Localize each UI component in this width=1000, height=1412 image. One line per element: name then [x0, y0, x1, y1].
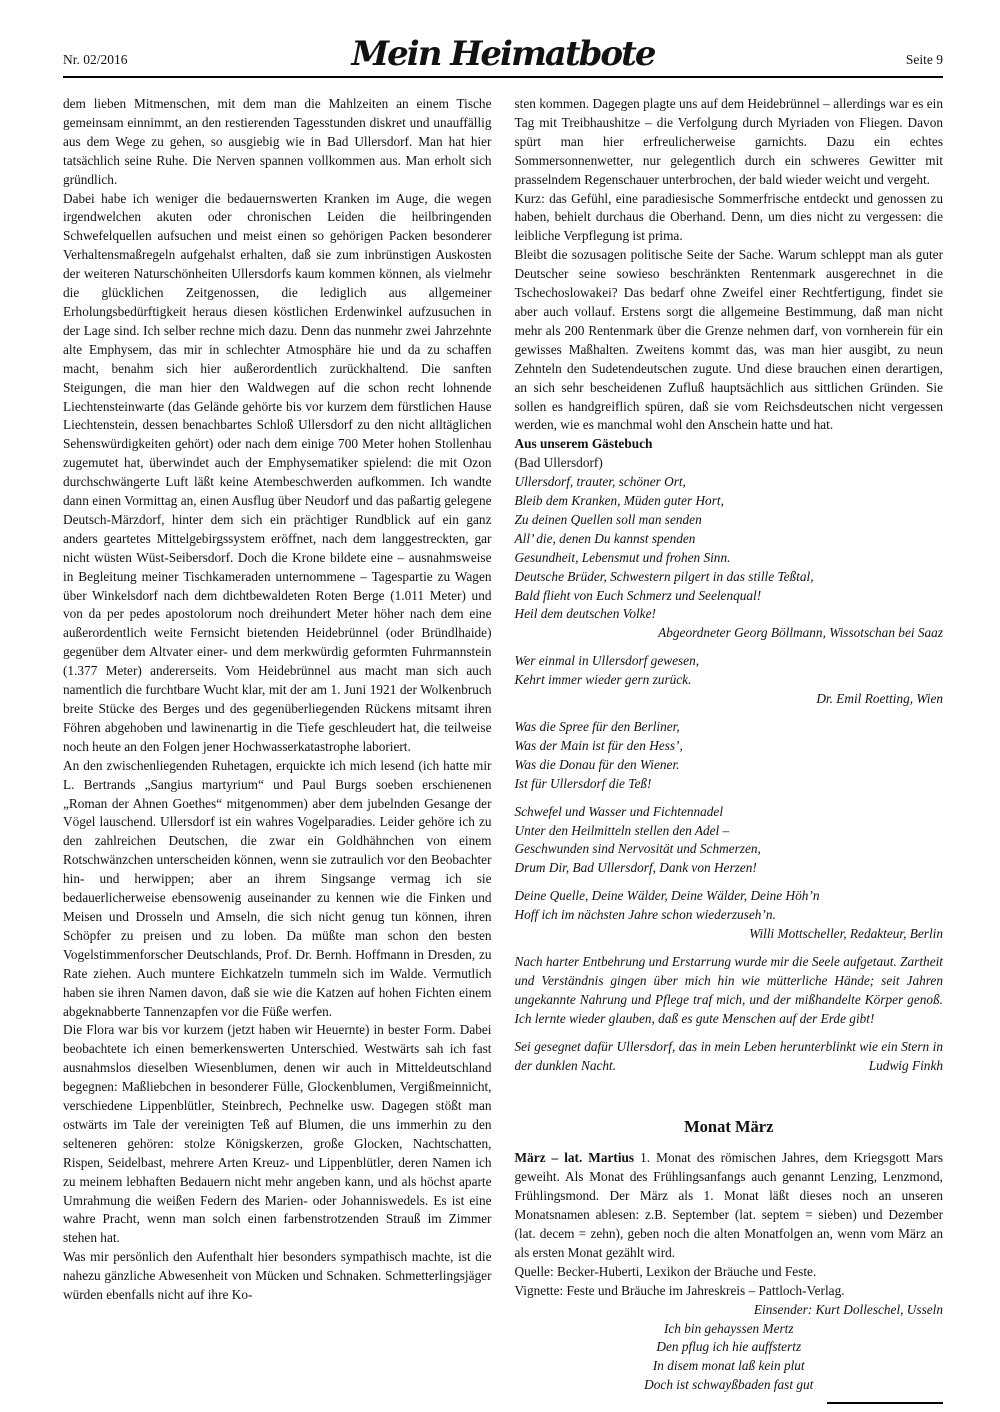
attribution: Dr. Emil Roetting, Wien	[816, 691, 943, 707]
page-number: Seite 9	[905, 52, 943, 67]
article-title: Monat März	[684, 1117, 774, 1137]
lead-paragraph: März – lat. Martius 1. Monat des römischen Jahres, dem Kriegsgott Mars geweiht. Als Monat des Frühlingsanfangs auch genannt Lenzing, Lenzmond, Frühlingsmond. Der März als 1. Monat läßt dieses noch an unseren Monatsnamen ablesen: z.B. September (lat. septem = sieben) und Dezember (lat. decem = zehn), geben noch die alten Monatfolgen an, wenn vom März an als ersten Monat gezählt wird.	[514, 1150, 943, 1260]
testimonial-paragraph: Nach harter Entbehrung und Erstarrung wurde mir die Seele aufgetaut. Zartheit und Verständnis gingen über mich hin wie mütterliche Hände; seit Jahren ungekannte Nahrung und Pflege traf mich, und der mißhandelte Körper genoß. Ich lernte wieder glauben, daß es gute Menschen auf der Erde gibt!	[514, 953, 943, 1026]
lead-term: März – lat. Martius	[514, 1150, 635, 1166]
verse-stanza	[515, 473, 944, 624]
body-paragraph: Kurz: das Gefühl, eine paradiesische Sommerfrische entdeckt und genossen zu haben, behielt durchaus die Oberhand. Denn, um dies nicht zu vergessen: die leibliche Verpflegung ist prima.	[514, 190, 943, 244]
testimonial-paragraph: Sei gesegnet dafür Ullersdorf, das in mein Leben herunterblinkt wie ein Stern in der dunklen Nacht.	[514, 1038, 943, 1073]
spacer	[515, 944, 944, 953]
article-body	[63, 78, 943, 1395]
body-paragraph: Die Flora war bis vor kurzem (jetzt haben wir Heuernte) in bester Form. Dabei beobachtete ich einen bemerkenswerten Unterschied. Westwärts sah ich fast ausnahmslos dieselben Wiesenblumen, denen wir auch in Mitteldeutschland begegnen: Maßliebchen in besonderer Fülle, Glockenblumen, Vergißmeinnicht, verschiedene Lippenblütler, Steinbrech, Pechnelke usw. Dagegen stößt man ostwärts im Tale der vereinigten Teß auf Blumen, die uns immerhin zu den selteneren gehören: stolze Königskerzen, große Glocken, Nachtschatten, Rispen, Seidelbast, mehrere Arten Kreuz- und Lippenblütler, deren Namen ich zu meinem lebhaften Bedauern nicht mehr angeben kann, und als höchst aparte Umrahmung die weißen Federn des Marien- oder Johanniswedels. Es ist eine wahre Pracht, wenn man solch einen farbenstrotzenden Strauß im Zimmer stehen hat.	[63, 1022, 492, 1246]
verse-line: Geschwunden sind Nervosität und Schmerzen,	[514, 841, 761, 857]
issue-number: Nr. 02/2016	[63, 52, 128, 67]
verse-line: Wer einmal in Ullersdorf gewesen,	[514, 653, 700, 669]
verse-line: Deutsche Brüder, Schwestern pilgert in das stille Teßtal,	[514, 568, 814, 584]
verse-line: Schwefel und Wasser und Fichtennadel	[514, 803, 724, 819]
verse-line: Zu deinen Quellen soll man senden	[514, 511, 702, 527]
verse-line: Bald flieht von Euch Schmerz und Seelenqual!	[514, 587, 762, 603]
body-paragraph: dem lieben Mitmenschen, mit dem man die Mahlzeiten an einem Tische gemeinsam einnimmt, an den restierenden Tagesstunden diskret und unauffällig aus dem Wege zu gehen, so ausgiebig wie in Bad Ullersdorf. Man hat hier tatsächlich seine Ruhe. Die Nerven spannen vollkommen aus. Man erholt sich gründlich.	[63, 96, 492, 187]
verse-line: Unter den Heilmitteln stellen den Adel –	[514, 822, 730, 838]
body-paragraph: Dabei habe ich weniger die bedauernswerten Kranken im Auge, die wegen irgendwelchen akuten oder chronischen Leiden die heilbringenden Schwefelquellen aufsuchen und meist einen so gehörigen Packen besonderer Verhaltensmaßregeln aufgehalst erhalten, daß sie zum inbrünstigen Auskosten der weiteren Naturschönheiten Ullersdorfs kaum kommen können, als vielmehr die glücklichen Zeitgenossen, die lediglich aus allgemeiner Erholungsbedürftigkeit heraus diesen köstlichen Erdenwinkel aufzusuchen in der Lage sind. Ich selber rechne mich dazu. Denn das nunmehr zwei Jahrzehnte alte Emphysem, das mir in schlechter Atmosphäre hie und da zu schaffen macht, benahm sich hier außerordentlich zurückhaltend. Die sanften Steigungen, die man hier den Waldwegen auf die schon recht lohnende Liechtensteinwarte (das Gelände gehörte bis vor kurzem dem fürstlichen Hause Liechtenstein, dessen benachbartes Schloß Ullersdorf zu den nicht alltäglichen Sehenswürdigkeiten gehört) oder nach dem einige 700 Meter hohen Stollenhau zugemutet hat, überwindet auch der Emphysematiker spielend: die mit Ozon durchschwängerte Luft läßt keine Atembeschwerden aufkommen. Ich wandte dann einen Vormittag an, einen Ausflug über Neudorf und das paßartig gelegene Deutsch-Märzdorf, hinter dem sich ein prächtiger Rundblick auf ein ganz anders geartetes Mittelgebirgssystem eröffnet, nach dem langgestreckten, gar nicht wüsten Wüst-Seibersdorf. Doch die Krone bildete eine – ausnahmsweise in Begleitung meiner Tischkameraden unternommene – Tagespartie zu Wagen über Winkelsdorf nach dem dichtbewaldeten Roten Berge (1.011 Meter) und von da per pedes apostolorum noch dreihundert Meter höher nach dem eine außerordentlich weite Fernsicht bietenden Heidebrünnel (oder Bründlhaide) gegenüber dem Altvater einer- und dem merkwürdig geformten Fuhrmannstein (1.377 Meter) andererseits. Vom Heidebrünnel aus macht man sich auch namentlich die furchtbare Wucht klar, mit der am 1. Juni 1921 der Wolkenbruch breite Stücke des Berges und des gegenüberliegenden Rückens mitsamt ihren Föhren abgehoben und lawinenartig in die Tiefe geschleudert hat, die teilweise noch heute an den Folgen jener Hochwasserkatastrophe laboriert.	[63, 190, 492, 754]
verse-line: Was der Main ist für den Hess’,	[514, 737, 683, 753]
verse-line: Heil dem deutschen Volke!	[514, 606, 656, 622]
page-header	[63, 0, 943, 78]
body-paragraph: An den zwischenliegenden Ruhetagen, erquickte ich mich lesend (ich hatte mir L. Bertrands „Sangius martyrium“ und Paul Burgs soeben erschienenen „Roman der Ahnen Goethes“ mitgenommen) aber dem jubelnden Gesange der Vögel lauschend. Ullersdorf ist ein wahres Vogelparadies. Leider gehöre ich zu den zahlreichen Deutschen, die zwar ein Goldhähnchen von einem Rotschwänzchen unterscheiden können, wenn sie zutraulich vor den Beobachter hin- und herwippen; aber an ihrem Singsange vermag ich sie bedauerlicherweise ebensowenig auseinander zu kennen wie die Finken und Meisen und Drosseln und Amseln, die sich nicht genug tun können, ihren Schöpfer zu preisen und zu loben. Da müßte man schon den besten Vogelstimmenforscher Deutschlands, Prof. Dr. Bernh. Hoffmann in Dresden, zu Rate ziehen. Auch muntere Eichkatzeln tummeln sich im Walde. Vermutlich haben sie ihren Namen davon, daß sie wie die Katzen auf hohen Fichten einem abgeknabberte Tannenzapfen vor die Füße werfen.	[63, 757, 492, 1019]
verse-stanza	[515, 718, 944, 794]
verse-line: Gesundheit, Lebensmut und frohen Sinn.	[514, 549, 731, 565]
verse-line: Doch ist schwayßbaden fast gut	[644, 1377, 814, 1393]
body-paragraph: Was mir persönlich den Aufenthalt hier besonders sympathisch machte, ist die nahezu gänzliche Abwesenheit von Mücken und Schnaken. Schmetterlingsjäger würden ebenfalls nicht auf ihre Ko-	[63, 1249, 492, 1303]
body-paragraph: sten kommen. Dagegen plagte uns auf dem Heidebrünnel – allerdings war es ein Tag mit Treibhaushitze – die Verfolgung durch Myriaden von Fliegen. Davon spürt man hier erfreulicherweise garnichts. Dazu ein echtes Sommersonnenwetter, nur gelegentlich durch ein schweres Gewitter mit prasselndem Regenschauer unterbrochen, der bald wieder weicht und vergeht.	[514, 96, 943, 187]
verse-line: Was die Donau für den Wiener.	[514, 756, 680, 772]
footer-rule	[827, 1402, 943, 1404]
spacer	[515, 1029, 944, 1038]
verse-stanza	[515, 803, 944, 879]
verse-line: All’ die, denen Du kannst spenden	[514, 530, 696, 546]
verse-stanza	[515, 887, 944, 925]
attribution: Abgeordneter Georg Böllmann, Wissotschan bei Saaz	[658, 625, 943, 641]
body-paragraph: Quelle: Becker-Huberti, Lexikon der Bräuche und Feste.	[514, 1263, 817, 1279]
body-paragraph: Bleibt die sozusagen politische Seite der Sache. Warum schleppt man als guter Deutscher seine sowieso beschränkten Rentenmark ausgerechnet in die Tschechoslowakei? Das bedarf ohne Zweifel einer Rechtfertigung, findet sie aber auch vollauf. Erstens sorgt die allgemeine Bestimmung, daß man nicht mehr als 200 Rentenmark über die Grenze nehmen darf, von vornherein für ein gewisses Maßhalten. Zweitens kommt das, was man hier ausgibt, zu neun Zehnteln den Sudetendeutschen zugute. Und diese brauchen einen derartigen, an sich sehr bescheidenen Zufluß hauptsächlich aus sittlichen Gründen. Sie sollen es handgreiflich spüren, daß sie vom Reichsdeutschen nicht vergessen werden, wie es manchmal wohl den Anschein hatte und hat.	[514, 247, 943, 433]
attribution: Einsender: Kurt Dolleschel, Usseln	[753, 1301, 943, 1317]
verse-line: Hoff ich im nächsten Jahre schon wiederzuseh’n.	[514, 907, 776, 923]
spacer	[515, 643, 944, 652]
verse-line: Ullersdorf, trauter, schöner Ort,	[514, 474, 686, 490]
verse-line: Drum Dir, Bad Ullersdorf, Dank von Herzen!	[514, 860, 757, 876]
verse-line: Ist für Ullersdorf die Teß!	[514, 775, 652, 791]
verse-line: Bleib dem Kranken, Müden guter Hort,	[514, 493, 724, 509]
left-column	[63, 95, 492, 1395]
spacer	[515, 794, 944, 803]
attribution: Willi Mottscheller, Redakteur, Berlin	[749, 926, 943, 942]
body-paragraph: (Bad Ullersdorf)	[514, 455, 603, 471]
verse-stanza	[515, 652, 944, 690]
verse-stanza	[515, 1320, 944, 1396]
verse-line: In disem monat laß kein plut	[652, 1358, 805, 1374]
verse-line: Was die Spree für den Berliner,	[514, 719, 680, 734]
verse-line: Kehrt immer wieder gern zurück.	[514, 672, 692, 688]
spacer	[515, 709, 944, 718]
verse-line: Ich bin gehayssen Mertz	[663, 1320, 794, 1336]
masthead-logo: Mein Heimatbote	[351, 34, 655, 74]
right-column	[515, 95, 944, 1395]
verse-line: Deine Quelle, Deine Wälder, Deine Wälder, Deine Höh’n	[514, 888, 820, 904]
section-heading: Aus unserem Gästebuch	[514, 436, 653, 452]
signature: Ludwig Finkh	[868, 1057, 943, 1073]
body-paragraph: Vignette: Feste und Bräuche im Jahreskreis – Pattloch-Verlag.	[514, 1282, 845, 1298]
verse-line: Den pflug ich hie auffstertz	[656, 1339, 802, 1355]
spacer	[515, 878, 944, 887]
spacer	[515, 1075, 944, 1101]
